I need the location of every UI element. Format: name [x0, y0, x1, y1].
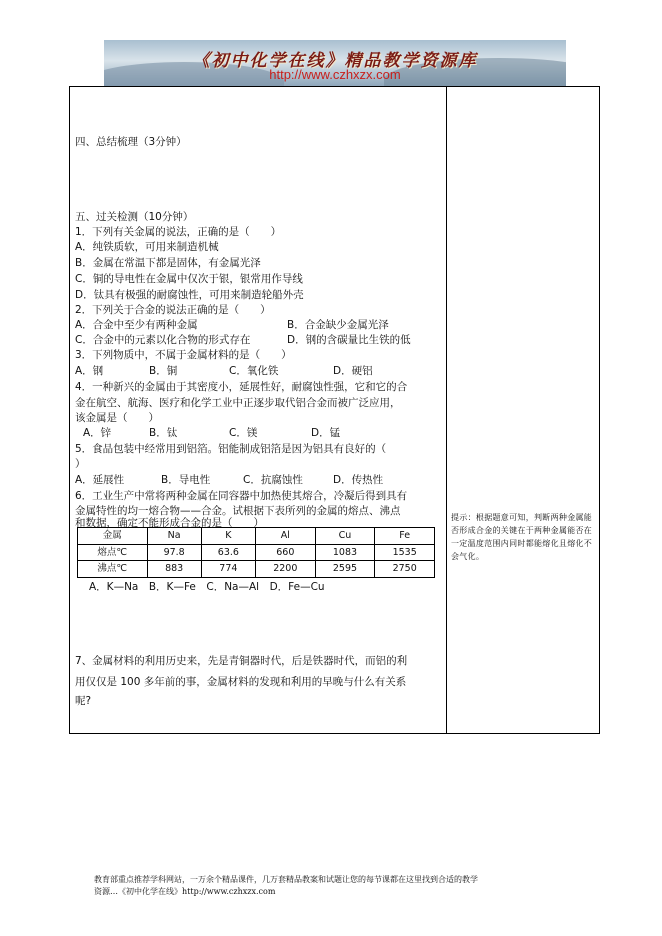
table-row: [78, 544, 435, 561]
banner-title: 《初中化学在线》精品教学资源库: [192, 51, 478, 71]
question-7-line-1: 7、金属材料的利用历史来，先是青铜器时代，后是铁器时代，而铝的利: [75, 655, 408, 667]
question-1-option-a: A．纯铁质软，可用来制造机械: [75, 241, 219, 253]
question-1-option-b: B．金属在常温下都是固体，有金属光泽: [75, 257, 261, 269]
question-5-line-2: ）: [75, 458, 86, 470]
question-4-option-c: C．镁: [229, 427, 258, 439]
table-cell: 熔点℃: [78, 544, 148, 561]
metal-properties-table: [77, 527, 435, 578]
question-3-option-b: B．铜: [149, 365, 178, 377]
question-1-option-d: D．钛具有极强的耐腐蚀性，可用来制造轮船外壳: [75, 289, 304, 301]
table-cell: 63.6: [201, 544, 255, 561]
question-5-option-b: B．导电性: [161, 474, 211, 486]
question-5-option-c: C．抗腐蚀性: [243, 474, 303, 486]
question-4-line-1: 4．一种新兴的金属由于其密度小，延展性好，耐腐蚀性强，它和它的合: [75, 381, 408, 393]
question-7-line-2: 用仅仅是 100 多年前的事，金属材料的发现和利用的早晚与什么有关系: [75, 676, 407, 688]
question-3-option-d: D．硬铝: [333, 365, 373, 377]
question-6-line-3: 和数据，确定不能形成合金的是（ ）: [75, 517, 264, 529]
question-6-line-1: 6．工业生产中常将两种金属在同容器中加热使其熔合，冷凝后得到具有: [75, 490, 408, 502]
question-6-line-2: 金属特性的均一熔合物——合金。试根据下表所列的金属的熔点、沸点: [75, 505, 401, 517]
column-divider: [446, 86, 447, 734]
table-cell: 774: [201, 561, 255, 578]
question-1-stem: 1．下列有关金属的说法，正确的是（ ）: [75, 226, 282, 238]
table-cell: 883: [147, 561, 201, 578]
question-4-line-2: 金在航空、航海、医疗和化学工业中正逐步取代铝合金而被广泛应用，: [75, 397, 401, 409]
banner-url-link[interactable]: http://www.czhxzx.com: [269, 67, 401, 82]
table-cell: 1083: [315, 544, 375, 561]
question-2-option-c: C．合金中的元素以化合物的形式存在: [75, 334, 251, 346]
question-4-option-d: D．锰: [311, 427, 341, 439]
header-banner: [104, 40, 566, 86]
footer-line-1: 教育部重点推荐学科网站，一万余个精品课件，几万套精品教案和试题让您的每节课都在这里找到合适的教学: [94, 875, 478, 884]
table-cell: 2595: [315, 561, 375, 578]
table-row: [78, 561, 435, 578]
page-footer: [94, 874, 594, 898]
section4-heading: 四、总结梳理（3分钟）: [75, 136, 187, 148]
table-header-cell: Na: [147, 528, 201, 545]
question-5-option-d: D．传热性: [333, 474, 384, 486]
table-header-cell: K: [201, 528, 255, 545]
table-cell: 2750: [375, 561, 435, 578]
question-3-option-a: A．钢: [75, 365, 104, 377]
question-2-option-a: A．合金中至少有两种金属: [75, 319, 198, 331]
question-5-option-a: A．延展性: [75, 474, 125, 486]
table-cell: 2200: [255, 561, 315, 578]
question-5-line-1: 5．食品包装中经常用到铝箔。铝能制成铝箔是因为铝具有良好的（: [75, 443, 387, 455]
table-cell: 97.8: [147, 544, 201, 561]
footer-line-2: 资源…《初中化学在线》http://www.czhxzx.com: [94, 887, 276, 896]
table-cell: 1535: [375, 544, 435, 561]
question-1-option-c: C．铜的导电性在金属中仅次于银，银常用作导线: [75, 273, 303, 285]
table-header-cell: Fe: [375, 528, 435, 545]
table-cell: 660: [255, 544, 315, 561]
table-header-cell: 金属: [78, 528, 148, 545]
question-3-option-c: C．氧化铁: [229, 365, 279, 377]
question-3-stem: 3．下列物质中，不属于金属材料的是（ ）: [75, 349, 292, 361]
question-4-option-b: B．钛: [149, 427, 178, 439]
table-header-cell: Cu: [315, 528, 375, 545]
table-header-row: [78, 528, 435, 545]
question-2-option-d: D．钢的含碳量比生铁的低: [287, 334, 411, 346]
table-cell: 沸点℃: [78, 561, 148, 578]
question-6-options: A．K—Na B．K—Fe C．Na—Al D．Fe—Cu: [89, 581, 325, 593]
question-7-line-3: 呢?: [75, 695, 92, 707]
section5-heading: 五、过关检测（10分钟）: [75, 211, 194, 223]
question-4-option-a: A．锌: [83, 427, 112, 439]
question-4-line-3: 该金属是（ ）: [75, 412, 159, 424]
table-header-cell: Al: [255, 528, 315, 545]
question-2-stem: 2．下列关于合金的说法正确的是（ ）: [75, 304, 271, 316]
hint-note: 提示：根据题意可知，判断两种金属能否形成合金的关键在于两种金属能否在一定温度范围内同时都能熔化且熔化不会气化。: [451, 513, 593, 561]
question-2-option-b: B．合金缺少金属光泽: [287, 319, 389, 331]
